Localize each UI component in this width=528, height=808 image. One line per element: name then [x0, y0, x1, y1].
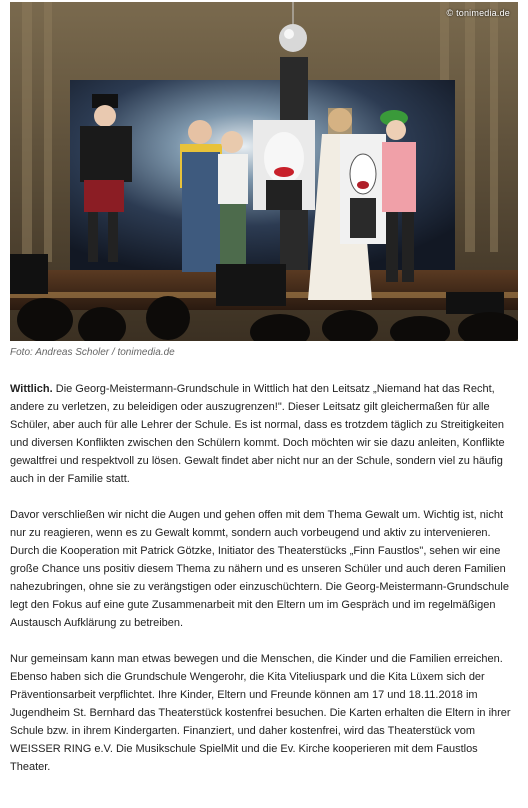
- photo-caption: Foto: Andreas Scholer / tonimedia.de: [10, 347, 175, 358]
- article-paragraph-2: Davor verschließen wir nicht die Augen und gehen offen mit dem Thema Gewalt um. Wichtig ist, nicht nur zu reagieren, wenn es zu Gewalt kommt, sondern auch vorbeugend und aktiv zu intervenieren. Durch die Kooperation mit Patrick Götzke, Initiator des Theaterstücks „Finn Faustlos", sehen wir eine große Chance uns positiv diesem Thema zu nähern und es unseren Schüler und auch deren Familien nahezubringen, ohne sie zu verängstigen oder einzuschüchtern. Die Georg-Meistermann-Grundschule legt den Fokus auf eine gute Zusammenarbeit mit den Eltern um im Gespräch und im regelmäßigen Austausch Aufklärung zu betreiben.: [10, 509, 509, 629]
- article-paragraph-1: [10, 380, 520, 488]
- article-dateline: Wittlich.: [10, 383, 53, 395]
- article-paragraph-3: Nur gemeinsam kann man etwas bewegen und die Menschen, die Kinder und die Familien erreichen. Ebenso haben sich die Grundschule Wengerohr, die Kita Viteliuspark und die Kita Lüxem sich der Präventionsarbeit verpflichtet. Ihre Kinder, Eltern und Freunde können am 17 und 18.11.2018 im Jugendheim St. Bernhard das Theaterstück kostenfrei besuchen. Die Karten erhalten die Eltern in ihrer Schule bzw. in ihrem Kindergarten. Finanziert, und daher kostenfrei, wird das Theaterstück vom WEISSER RING e.V. Die Musikschule SpielMit und die Ev. Kirche kooperieren mit dem Faustlos Theater.: [10, 653, 511, 773]
- stage-scene-illustration: [10, 2, 518, 341]
- photo-watermark: © tonimedia.de: [446, 8, 510, 18]
- article-body: [10, 380, 520, 794]
- article-paragraph-1-text: Die Georg-Meistermann-Grundschule in Wittlich hat den Leitsatz „Niemand hat das Recht, andere zu verletzen, zu beleidigen oder auszugrenzen!". Dieser Leitsatz gilt gleichermaßen für alle Schüler, aber auch für alle Lehrer der Schule. Es ist normal, dass es trotzdem täglich zu Streitigkeiten und diversen Konflikten zwischen den Schülern kommt. Doch möchten wir sie dazu anleiten, Konflikte gewaltfrei und respektvoll zu lösen. Gewalt findet aber nicht nur an der Schule, sondern viel zu häufig auch in der Familie statt.: [10, 383, 505, 485]
- stage-photo: [10, 2, 518, 341]
